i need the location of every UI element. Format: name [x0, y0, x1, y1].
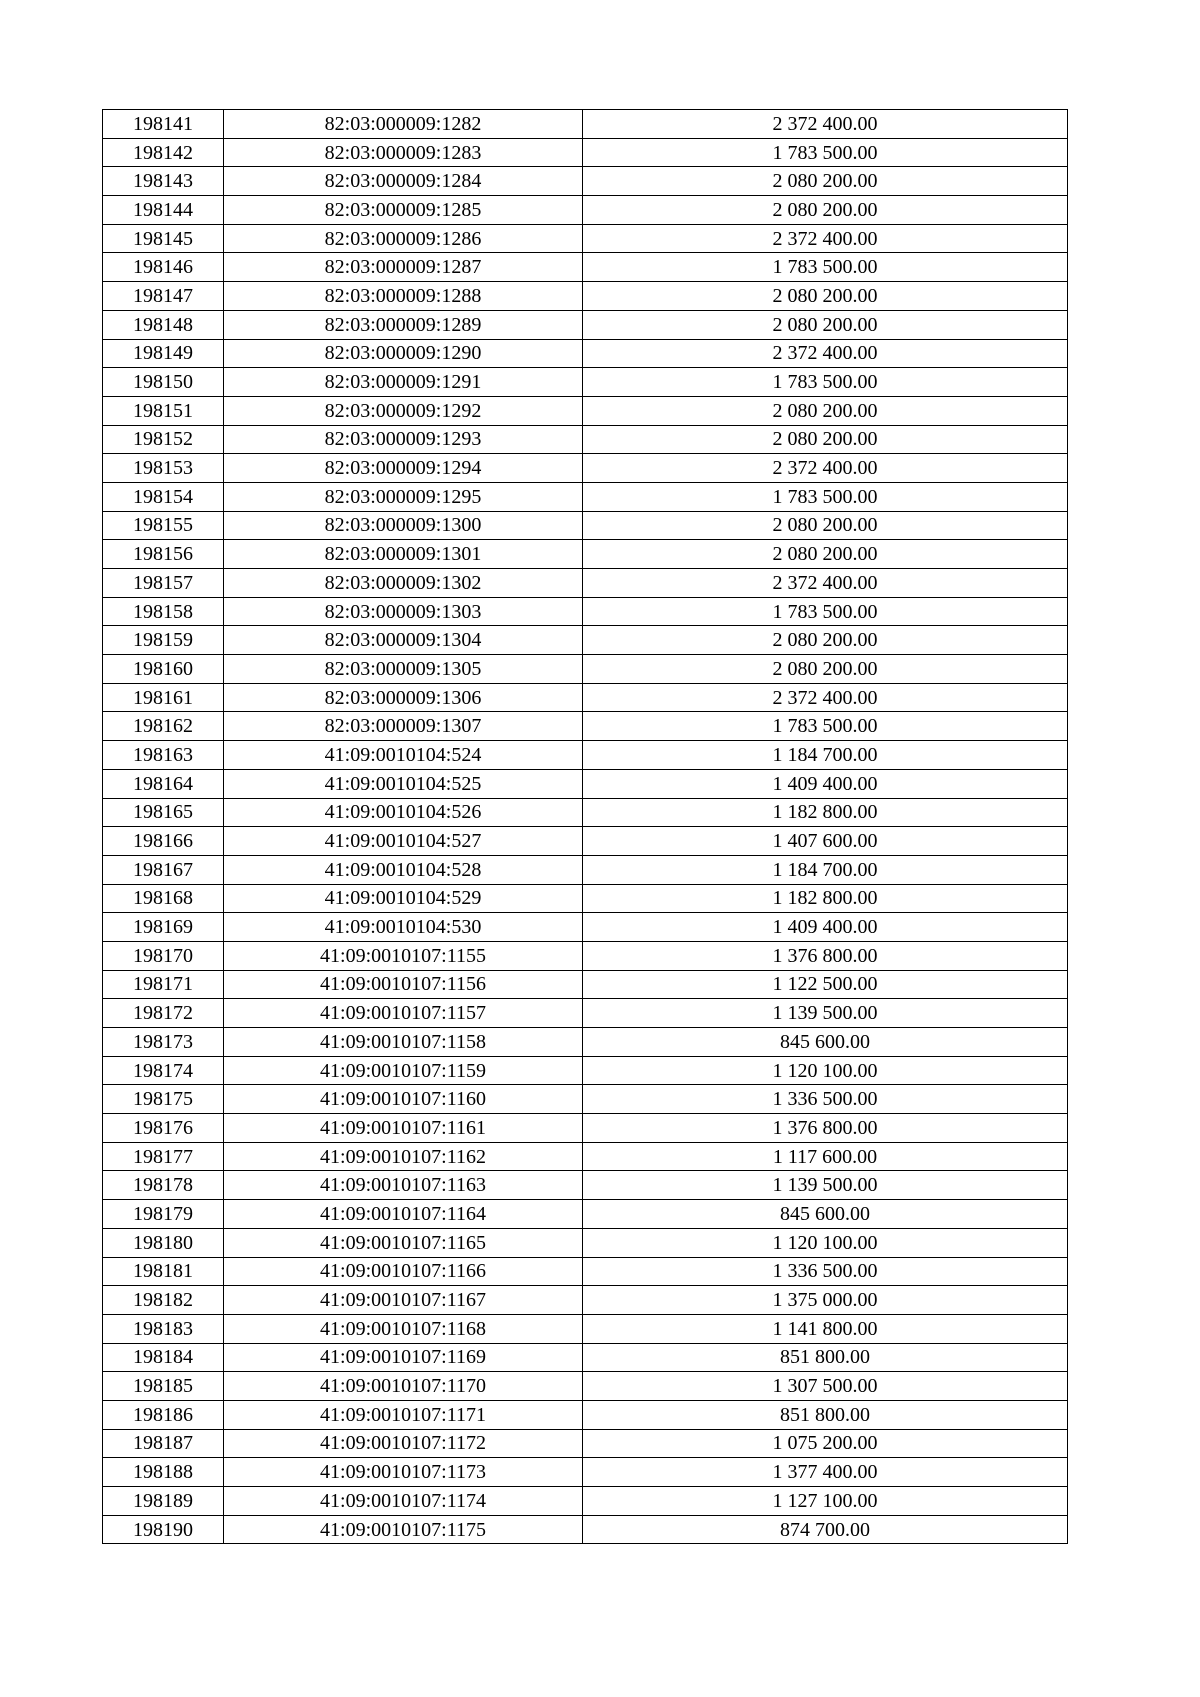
table-row — [103, 655, 1068, 684]
cadastral-value-cell: 851 800.00 — [583, 1400, 1068, 1429]
cadastral-number-cell: 82:03:000009:1283 — [224, 138, 583, 167]
cadastral-value-cell: 1 336 500.00 — [583, 1257, 1068, 1286]
table-row — [103, 798, 1068, 827]
cadastral-value-cell: 1 120 100.00 — [583, 1056, 1068, 1085]
cadastral-value-cell: 2 372 400.00 — [583, 454, 1068, 483]
cadastral-value-cell: 1 122 500.00 — [583, 970, 1068, 999]
table-row — [103, 1458, 1068, 1487]
cadastral-number-cell: 41:09:0010107:1170 — [224, 1372, 583, 1401]
table-row — [103, 368, 1068, 397]
cadastral-value-cell: 1 182 800.00 — [583, 798, 1068, 827]
cadastral-number-cell: 82:03:000009:1303 — [224, 597, 583, 626]
table-row — [103, 1515, 1068, 1544]
cadastral-number-cell: 82:03:000009:1302 — [224, 569, 583, 598]
row-number-cell: 198183 — [103, 1314, 224, 1343]
cadastral-value-cell: 2 080 200.00 — [583, 282, 1068, 311]
table-row — [103, 282, 1068, 311]
cadastral-number-cell: 41:09:0010107:1172 — [224, 1429, 583, 1458]
cadastral-value-cell: 1 377 400.00 — [583, 1458, 1068, 1487]
cadastral-value-cell: 1 376 800.00 — [583, 941, 1068, 970]
cadastral-value-cell: 2 080 200.00 — [583, 196, 1068, 225]
row-number-cell: 198172 — [103, 999, 224, 1028]
cadastral-value-cell: 1 783 500.00 — [583, 138, 1068, 167]
table-row — [103, 454, 1068, 483]
cadastral-value-cell: 2 080 200.00 — [583, 626, 1068, 655]
table-row — [103, 769, 1068, 798]
row-number-cell: 198164 — [103, 769, 224, 798]
cadastral-number-cell: 82:03:000009:1285 — [224, 196, 583, 225]
cadastral-number-cell: 41:09:0010107:1158 — [224, 1028, 583, 1057]
row-number-cell: 198187 — [103, 1429, 224, 1458]
cadastral-value-cell: 2 080 200.00 — [583, 655, 1068, 684]
cadastral-value-cell: 2 372 400.00 — [583, 569, 1068, 598]
cadastral-number-cell: 82:03:000009:1286 — [224, 224, 583, 253]
table-row — [103, 138, 1068, 167]
cadastral-value-cell: 1 307 500.00 — [583, 1372, 1068, 1401]
table-row — [103, 1085, 1068, 1114]
cadastral-number-cell: 41:09:0010107:1174 — [224, 1487, 583, 1516]
row-number-cell: 198181 — [103, 1257, 224, 1286]
table-row — [103, 855, 1068, 884]
row-number-cell: 198174 — [103, 1056, 224, 1085]
row-number-cell: 198186 — [103, 1400, 224, 1429]
table-row — [103, 253, 1068, 282]
cadastral-value-cell: 1 783 500.00 — [583, 482, 1068, 511]
cadastral-value-cell: 1 127 100.00 — [583, 1487, 1068, 1516]
cadastral-number-cell: 41:09:0010104:528 — [224, 855, 583, 884]
row-number-cell: 198153 — [103, 454, 224, 483]
row-number-cell: 198152 — [103, 425, 224, 454]
table-row — [103, 1343, 1068, 1372]
cadastral-value-cell: 1 409 400.00 — [583, 769, 1068, 798]
row-number-cell: 198157 — [103, 569, 224, 598]
table-row — [103, 884, 1068, 913]
cadastral-number-cell: 41:09:0010104:530 — [224, 913, 583, 942]
cadastral-number-cell: 41:09:0010107:1155 — [224, 941, 583, 970]
cadastral-number-cell: 41:09:0010107:1160 — [224, 1085, 583, 1114]
row-number-cell: 198171 — [103, 970, 224, 999]
row-number-cell: 198184 — [103, 1343, 224, 1372]
cadastral-number-cell: 82:03:000009:1307 — [224, 712, 583, 741]
row-number-cell: 198180 — [103, 1228, 224, 1257]
table-row — [103, 1028, 1068, 1057]
row-number-cell: 198155 — [103, 511, 224, 540]
row-number-cell: 198143 — [103, 167, 224, 196]
cadastral-value-cell: 1 783 500.00 — [583, 712, 1068, 741]
cadastral-value-cell: 2 080 200.00 — [583, 167, 1068, 196]
row-number-cell: 198182 — [103, 1286, 224, 1315]
cadastral-value-cell: 1 336 500.00 — [583, 1085, 1068, 1114]
cadastral-value-cell: 874 700.00 — [583, 1515, 1068, 1544]
cadastral-number-cell: 41:09:0010107:1175 — [224, 1515, 583, 1544]
row-number-cell: 198144 — [103, 196, 224, 225]
cadastral-number-cell: 41:09:0010104:527 — [224, 827, 583, 856]
row-number-cell: 198185 — [103, 1372, 224, 1401]
row-number-cell: 198170 — [103, 941, 224, 970]
cadastral-value-cell: 845 600.00 — [583, 1028, 1068, 1057]
cadastral-value-cell: 2 080 200.00 — [583, 425, 1068, 454]
row-number-cell: 198142 — [103, 138, 224, 167]
cadastral-value-cell: 2 372 400.00 — [583, 339, 1068, 368]
registry-table — [102, 109, 1068, 1544]
cadastral-number-cell: 41:09:0010107:1164 — [224, 1200, 583, 1229]
table-row — [103, 1286, 1068, 1315]
row-number-cell: 198165 — [103, 798, 224, 827]
cadastral-value-cell: 1 783 500.00 — [583, 597, 1068, 626]
table-row — [103, 425, 1068, 454]
table-row — [103, 1200, 1068, 1229]
cadastral-value-cell: 2 080 200.00 — [583, 540, 1068, 569]
row-number-cell: 198167 — [103, 855, 224, 884]
table-row — [103, 827, 1068, 856]
table-row — [103, 999, 1068, 1028]
cadastral-number-cell: 41:09:0010107:1168 — [224, 1314, 583, 1343]
cadastral-value-cell: 1 141 800.00 — [583, 1314, 1068, 1343]
table-row — [103, 626, 1068, 655]
cadastral-number-cell: 41:09:0010104:525 — [224, 769, 583, 798]
cadastral-number-cell: 82:03:000009:1292 — [224, 396, 583, 425]
cadastral-value-cell: 2 080 200.00 — [583, 310, 1068, 339]
row-number-cell: 198154 — [103, 482, 224, 511]
cadastral-value-cell: 2 372 400.00 — [583, 683, 1068, 712]
cadastral-number-cell: 82:03:000009:1291 — [224, 368, 583, 397]
cadastral-number-cell: 41:09:0010107:1167 — [224, 1286, 583, 1315]
cadastral-number-cell: 41:09:0010107:1166 — [224, 1257, 583, 1286]
cadastral-number-cell: 82:03:000009:1290 — [224, 339, 583, 368]
row-number-cell: 198159 — [103, 626, 224, 655]
table-row — [103, 1429, 1068, 1458]
cadastral-value-cell: 1 075 200.00 — [583, 1429, 1068, 1458]
cadastral-value-cell: 1 783 500.00 — [583, 253, 1068, 282]
row-number-cell: 198176 — [103, 1114, 224, 1143]
row-number-cell: 198188 — [103, 1458, 224, 1487]
cadastral-value-cell: 1 139 500.00 — [583, 1171, 1068, 1200]
cadastral-number-cell: 41:09:0010107:1169 — [224, 1343, 583, 1372]
cadastral-value-cell: 1 375 000.00 — [583, 1286, 1068, 1315]
table-row — [103, 1114, 1068, 1143]
table-row — [103, 712, 1068, 741]
table-row — [103, 540, 1068, 569]
row-number-cell: 198158 — [103, 597, 224, 626]
table-row — [103, 1142, 1068, 1171]
cadastral-number-cell: 82:03:000009:1289 — [224, 310, 583, 339]
table-row — [103, 597, 1068, 626]
cadastral-value-cell: 1 409 400.00 — [583, 913, 1068, 942]
cadastral-number-cell: 41:09:0010107:1162 — [224, 1142, 583, 1171]
cadastral-number-cell: 41:09:0010107:1173 — [224, 1458, 583, 1487]
table-row — [103, 339, 1068, 368]
cadastral-number-cell: 41:09:0010107:1163 — [224, 1171, 583, 1200]
cadastral-value-cell: 1 407 600.00 — [583, 827, 1068, 856]
row-number-cell: 198189 — [103, 1487, 224, 1516]
row-number-cell: 198147 — [103, 282, 224, 311]
cadastral-number-cell: 82:03:000009:1300 — [224, 511, 583, 540]
cadastral-value-cell: 2 080 200.00 — [583, 396, 1068, 425]
table-row — [103, 913, 1068, 942]
table-row — [103, 1400, 1068, 1429]
cadastral-number-cell: 82:03:000009:1287 — [224, 253, 583, 282]
table-row — [103, 970, 1068, 999]
cadastral-number-cell: 41:09:0010107:1171 — [224, 1400, 583, 1429]
table-row — [103, 224, 1068, 253]
row-number-cell: 198173 — [103, 1028, 224, 1057]
row-number-cell: 198190 — [103, 1515, 224, 1544]
cadastral-number-cell: 41:09:0010107:1165 — [224, 1228, 583, 1257]
row-number-cell: 198179 — [103, 1200, 224, 1229]
table-row — [103, 1228, 1068, 1257]
row-number-cell: 198160 — [103, 655, 224, 684]
table-row — [103, 569, 1068, 598]
cadastral-value-cell: 851 800.00 — [583, 1343, 1068, 1372]
row-number-cell: 198166 — [103, 827, 224, 856]
row-number-cell: 198161 — [103, 683, 224, 712]
row-number-cell: 198150 — [103, 368, 224, 397]
cadastral-value-cell: 1 184 700.00 — [583, 741, 1068, 770]
row-number-cell: 198156 — [103, 540, 224, 569]
row-number-cell: 198141 — [103, 110, 224, 139]
cadastral-number-cell: 82:03:000009:1306 — [224, 683, 583, 712]
table-row — [103, 482, 1068, 511]
row-number-cell: 198145 — [103, 224, 224, 253]
cadastral-number-cell: 82:03:000009:1294 — [224, 454, 583, 483]
cadastral-number-cell: 82:03:000009:1288 — [224, 282, 583, 311]
table-row — [103, 511, 1068, 540]
cadastral-number-cell: 82:03:000009:1301 — [224, 540, 583, 569]
cadastral-number-cell: 82:03:000009:1295 — [224, 482, 583, 511]
registry-table-body — [103, 110, 1068, 1544]
cadastral-number-cell: 41:09:0010104:529 — [224, 884, 583, 913]
table-row — [103, 1487, 1068, 1516]
cadastral-value-cell: 1 376 800.00 — [583, 1114, 1068, 1143]
table-row — [103, 683, 1068, 712]
cadastral-number-cell: 82:03:000009:1284 — [224, 167, 583, 196]
cadastral-value-cell: 2 372 400.00 — [583, 224, 1068, 253]
cadastral-value-cell: 1 783 500.00 — [583, 368, 1068, 397]
cadastral-value-cell: 1 139 500.00 — [583, 999, 1068, 1028]
row-number-cell: 198163 — [103, 741, 224, 770]
cadastral-value-cell: 1 117 600.00 — [583, 1142, 1068, 1171]
table-row — [103, 1056, 1068, 1085]
table-row — [103, 310, 1068, 339]
table-row — [103, 396, 1068, 425]
row-number-cell: 198178 — [103, 1171, 224, 1200]
cadastral-number-cell: 41:09:0010107:1159 — [224, 1056, 583, 1085]
cadastral-number-cell: 41:09:0010107:1157 — [224, 999, 583, 1028]
cadastral-value-cell: 845 600.00 — [583, 1200, 1068, 1229]
table-row — [103, 1257, 1068, 1286]
table-row — [103, 196, 1068, 225]
table-row — [103, 167, 1068, 196]
row-number-cell: 198175 — [103, 1085, 224, 1114]
cadastral-number-cell: 82:03:000009:1293 — [224, 425, 583, 454]
row-number-cell: 198177 — [103, 1142, 224, 1171]
cadastral-number-cell: 41:09:0010107:1156 — [224, 970, 583, 999]
row-number-cell: 198148 — [103, 310, 224, 339]
row-number-cell: 198162 — [103, 712, 224, 741]
cadastral-number-cell: 82:03:000009:1305 — [224, 655, 583, 684]
cadastral-value-cell: 1 120 100.00 — [583, 1228, 1068, 1257]
row-number-cell: 198169 — [103, 913, 224, 942]
cadastral-value-cell: 2 080 200.00 — [583, 511, 1068, 540]
table-row — [103, 1372, 1068, 1401]
cadastral-value-cell: 2 372 400.00 — [583, 110, 1068, 139]
cadastral-value-cell: 1 182 800.00 — [583, 884, 1068, 913]
cadastral-number-cell: 82:03:000009:1282 — [224, 110, 583, 139]
table-row — [103, 741, 1068, 770]
cadastral-number-cell: 41:09:0010107:1161 — [224, 1114, 583, 1143]
cadastral-number-cell: 82:03:000009:1304 — [224, 626, 583, 655]
row-number-cell: 198151 — [103, 396, 224, 425]
row-number-cell: 198146 — [103, 253, 224, 282]
row-number-cell: 198168 — [103, 884, 224, 913]
cadastral-value-cell: 1 184 700.00 — [583, 855, 1068, 884]
table-row — [103, 1171, 1068, 1200]
table-row — [103, 1314, 1068, 1343]
table-row — [103, 941, 1068, 970]
row-number-cell: 198149 — [103, 339, 224, 368]
cadastral-number-cell: 41:09:0010104:524 — [224, 741, 583, 770]
cadastral-number-cell: 41:09:0010104:526 — [224, 798, 583, 827]
table-row — [103, 110, 1068, 139]
